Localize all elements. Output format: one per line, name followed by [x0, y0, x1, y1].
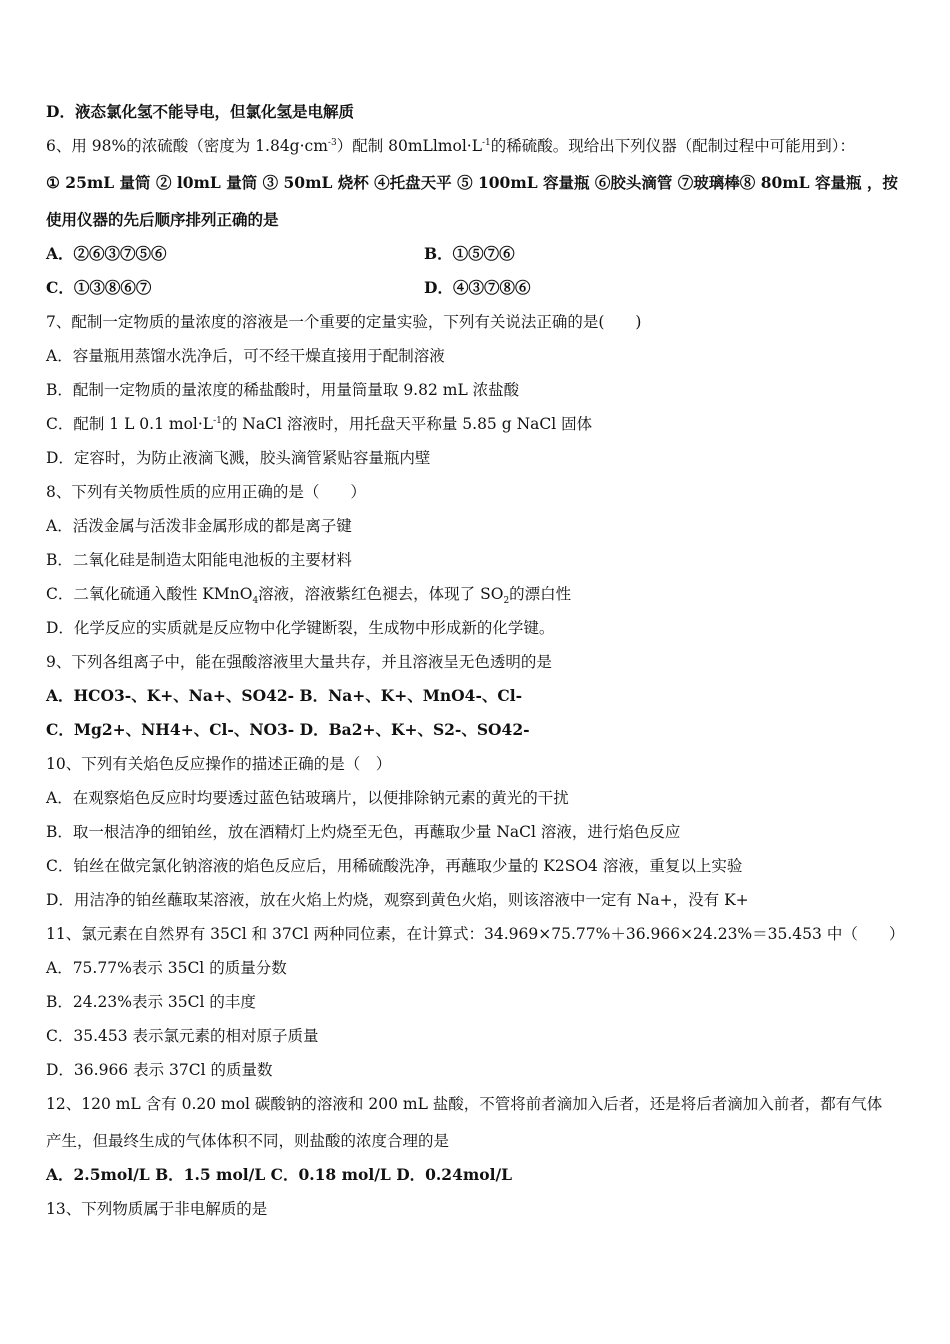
q11-option-b: B．24.23%表示 35Cl 的丰度	[46, 993, 256, 1011]
q6-list-line2: 使用仪器的先后顺序排列正确的是	[46, 210, 279, 229]
q7-option-c: C．配制 1 L 0.1 $mol\cdot L^{-1}$的 NaCl 溶液时，用托盘天平称量 5.85 g NaCl 固体	[46, 415, 593, 433]
q10-stem: 10、下列有关焰色反应操作的描述正确的是（ ）	[46, 755, 392, 773]
q12-stem-line2: 产生，但最终生成的气体体积不同，则盐酸的浓度合理的是	[46, 1132, 450, 1150]
q10-option-d: D．用洁净的铂丝蘸取某溶液，放在火焰上灼烧，观察到黄色火焰，则该溶液中一定有 Na+，没有 K+	[46, 891, 749, 909]
q6-option-b: B．①⑤⑦⑥	[424, 244, 515, 263]
q8-option-d: D．化学反应的实质就是反应物中化学键断裂，生成物中形成新的化学键。	[46, 619, 555, 637]
q6-options-ab	[46, 243, 910, 265]
q11-stem: 11、氯元素在自然界有 35Cl 和 37Cl 两种同位素，在计算式：34.969×75.77%＋36.966×24.23%＝35.453 中（ ）	[46, 925, 905, 943]
q7-option-a: A．容量瓶用蒸馏水洗净后，可不经干燥直接用于配制溶液	[46, 347, 445, 365]
q7-option-b: B．配制一定物质的量浓度的稀盐酸时，用量筒量取 9.82 mL 浓盐酸	[46, 381, 520, 399]
q6-list-line1: ① 25mL 量筒 ② l0mL 量筒 ③ 50mL 烧杯 ④托盘天平 ⑤ 100mL 容量瓶 ⑥胶头滴管 ⑦玻璃棒⑧ 80mL 容量瓶 ，按	[46, 173, 898, 192]
q6-option-c: C．①③⑧⑥⑦	[46, 278, 152, 297]
q13-stem: 13、下列物质属于非电解质的是	[46, 1200, 268, 1218]
q10-option-b: B．取一根洁净的细铂丝，放在酒精灯上灼烧至无色，再蘸取少量 NaCl 溶液，进行焰色反应	[46, 823, 681, 841]
q11-option-d: D．36.966 表示 37Cl 的质量数	[46, 1061, 273, 1079]
q8-stem: 8、下列有关物质性质的应用正确的是（ ）	[46, 483, 366, 501]
q8-option-b: B．二氧化硅是制造太阳能电池板的主要材料	[46, 551, 352, 569]
q5-option-d: D．液态氯化氢不能导电，但氯化氢是电解质	[46, 102, 354, 121]
q11-option-c: C．35.453 表示氯元素的相对原子质量	[46, 1027, 319, 1045]
q9-options-cd: C．Mg2+、NH4+、Cl-、NO3- D．Ba2+、K+、S2-、SO42-	[46, 720, 530, 739]
q12-options: A．2.5mol/L B．1.5 mol/L C．0.18 mol/L D．0.24mol/L	[46, 1165, 513, 1184]
q8-option-c: C．二氧化硫通入酸性 KMnO$_4$溶液，溶液紫红色褪去，体现了 $SO_2$的漂白性	[46, 585, 572, 607]
q10-option-c: C．铂丝在做完氯化钠溶液的焰色反应后，用稀硫酸洗净，再蘸取少量的 K2SO4 溶液，重复以上实验	[46, 857, 743, 875]
q9-stem: 9、下列各组离子中，能在强酸溶液里大量共存，并且溶液呈无色透明的是	[46, 653, 552, 671]
q9-options-ab: A．HCO3-、K+、Na+、SO42- B．Na+、K+、MnO4-、Cl-	[46, 686, 523, 705]
q7-option-d: D．定容时，为防止液滴飞溅，胶头滴管紧贴容量瓶内壁	[46, 449, 431, 467]
q12-stem-line1: 12、120 mL 含有 0.20 mol 碳酸钠的溶液和 200 mL 盐酸，不管将前者滴加入后者，还是将后者滴加入前者，都有气体	[46, 1095, 883, 1113]
q8-option-a: A．活泼金属与活泼非金属形成的都是离子键	[46, 517, 352, 535]
q11-option-a: A．75.77%表示 35Cl 的质量分数	[46, 959, 287, 977]
q6-option-a: A．②⑥③⑦⑤⑥	[46, 244, 167, 263]
q6-option-d: D．④③⑦⑧⑥	[424, 278, 531, 297]
q6-options-cd	[46, 277, 910, 299]
q10-option-a: A．在观察焰色反应时均要透过蓝色钴玻璃片，以便排除钠元素的黄光的干扰	[46, 789, 569, 807]
q7-stem: 7、配制一定物质的量浓度的溶液是一个重要的定量实验，下列有关说法正确的是( )	[46, 313, 642, 331]
q6-stem: 6、用 98%的浓硫酸（密度为 $1.84g\cdot cm^{-3}$）配制 $80mLlmol\cdot L^{-1}$的稀硫酸。现给出下列仪器（配制过程中可能用到）：	[46, 137, 856, 155]
